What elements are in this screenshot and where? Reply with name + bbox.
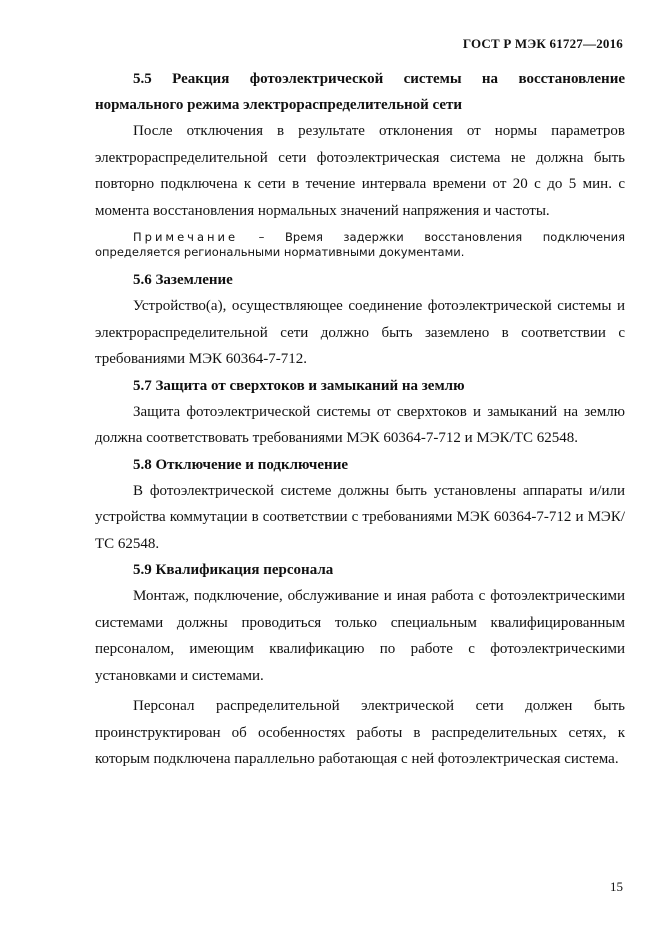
section-5-7-heading: 5.7 Защита от сверхтоков и замыканий на землю: [133, 377, 465, 394]
standard-header: ГОСТ Р МЭК 61727—2016: [462, 36, 623, 51]
section-5-5-note: [95, 230, 625, 259]
section-5-9-paragraph-1: Монтаж, подключение, обслуживание и иная работа с фотоэлектрическими системами должны проводиться только специальным квалифицированным персоналом, имеющим квалификацию по работе с фотоэлектрическими установками и системами.: [95, 588, 625, 684]
section-5-8-heading: 5.8 Отключение и подключение: [133, 456, 348, 473]
section-5-5-paragraph: После отключения в результате отклонения от нормы параметров электрораспределительной сети фотоэлектрическая система не должна быть повторно подключена к сети в течение интервала времени от 20 с до 5 мин. с момента восстановления нормальных значений напряжения и частоты.: [95, 123, 625, 219]
page-number: 15: [610, 879, 623, 894]
section-5-7-paragraph: Защита фотоэлектрической системы от сверхтоков и замыканий на землю должна соответствовать требованиями МЭК 60364-7-712 и МЭК/ТС 62548.: [95, 403, 625, 446]
section-5-8-paragraph: В фотоэлектрической системе должны быть установлены аппараты и/или устройства коммутации в соответствии с требованиями МЭК 60364-7-712 и МЭК/ТС 62548.: [95, 482, 625, 552]
section-5-9-paragraph-2: Персонал распределительной электрической сети должен быть проинструктирован об особенностях работы в распределительных сетях, к которым подключена параллельно работающая с ней фотоэлектрическая система.: [95, 698, 625, 767]
section-5-6-heading: 5.6 Заземление: [133, 272, 233, 288]
section-5-9-heading: 5.9 Квалификация персонала: [133, 562, 334, 578]
note-label: Примечание: [133, 230, 239, 244]
section-5-5-title: Реакция фотоэлектрической системы на восстановление нормального режима электрораспределительной сети: [95, 71, 625, 113]
section-5-5-heading: [95, 66, 625, 118]
section-5-5-number: 5.5: [133, 71, 152, 87]
note-text: – Время задержки восстановления подключения определяется региональными нормативными документами.: [95, 230, 625, 259]
page-content: [95, 66, 625, 773]
section-5-6-paragraph: Устройство(а), осуществляющее соединение фотоэлектрической системы и электрораспределительной сети должно быть заземлено в соответствии с требованиями МЭК 60364-7-712.: [95, 298, 625, 367]
